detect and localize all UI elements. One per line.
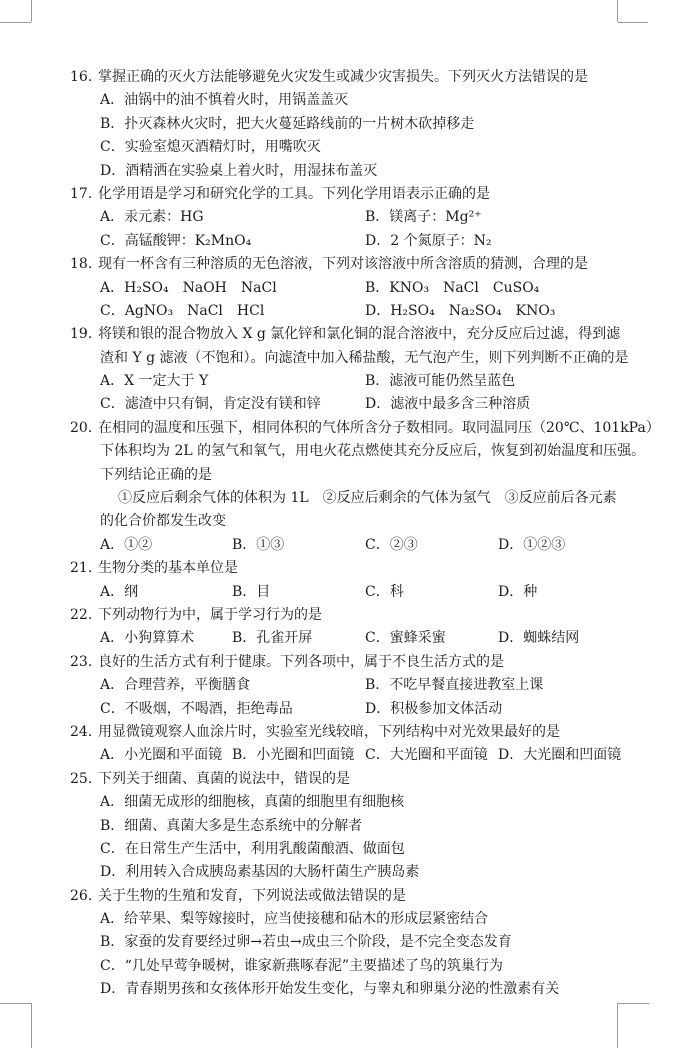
option-a: A．汞元素：HG	[100, 209, 204, 226]
option-a: A．纲	[100, 583, 139, 600]
question-stem-continued	[70, 464, 660, 487]
option-a: A．油锅中的油不慎着火时，用锅盖盖灭	[100, 92, 349, 109]
option-c: C．高锰酸钾：K₂MnO₄	[100, 232, 252, 249]
question-number: 26.	[70, 887, 93, 904]
question-number: 25.	[70, 770, 93, 787]
option-line	[70, 955, 660, 978]
question-text: 掌握正确的灭火方法能够避免火灾发生或减少灾害损失。下列灭火方法错误的是	[98, 69, 588, 85]
option-d: D．滤液中最多含三种溶质	[365, 396, 531, 413]
option-c: C．②③	[365, 536, 418, 553]
option-line	[70, 627, 660, 650]
option-d: D．积极参加文体活动	[365, 700, 503, 717]
question-stem	[70, 66, 660, 89]
statement-text: ①反应后剩余气体的体积为 1L ②反应后剩余的气体为氢气 ③反应前后各元素	[118, 490, 617, 507]
question-stem	[70, 417, 660, 440]
option-d: D．种	[498, 583, 538, 600]
option-d: D．2 个氮原子：N₂	[365, 232, 492, 249]
option-a: A．①②	[100, 536, 153, 553]
option-c: C．“几处早莺争暖树，谁家新燕啄春泥”主要描述了鸟的筑巢行为	[100, 957, 504, 974]
question-number: 23.	[70, 653, 93, 670]
option-c: C．科	[365, 583, 404, 600]
option-a: A．H₂SO₄ NaOH NaCl	[100, 279, 277, 296]
crop-mark-bottom-right	[617, 1003, 649, 1004]
option-c: C．蜜蜂采蜜	[365, 630, 446, 647]
option-line	[70, 300, 660, 323]
option-b: B．滤液可能仍然呈蓝色	[365, 373, 516, 390]
option-a: A．合理营养，平衡膳食	[100, 677, 251, 694]
question-stem	[70, 768, 660, 791]
option-a: A．细菌无成形的细胞核，真菌的细胞里有细胞核	[100, 794, 405, 811]
crop-mark-bottom-left	[0, 1003, 31, 1004]
question-text: 现有一杯含有三种溶质的无色溶液，下列对该溶液中所含溶质的猜测，合理的是	[98, 256, 588, 273]
statement-line	[70, 487, 660, 510]
crop-mark-top-left	[0, 22, 31, 23]
question-stem	[70, 323, 660, 346]
option-b: B．小光圈和凹面镜	[232, 747, 355, 764]
question-stem	[70, 651, 660, 674]
option-d: D．青春期男孩和女孩体形开始发生变化，与睾丸和卵巢分泌的性激素有关	[100, 981, 560, 998]
option-d: D．①②③	[498, 536, 566, 553]
question-text: 下列动物行为中，属于学习行为的是	[98, 606, 322, 623]
question-stem-continued	[70, 347, 660, 370]
question-list	[70, 66, 660, 1002]
option-b: B．细菌、真菌大多是生态系统中的分解者	[100, 817, 363, 834]
option-b: B．不吃早餐直接进教室上课	[365, 677, 544, 694]
question-text: 下体积均为 2L 的氢气和氧气，用电火花点燃使其充分反应后，恢复到初始温度和压强。	[100, 443, 646, 460]
option-line	[70, 277, 660, 300]
option-c: C．滤渣中只有铜，肯定没有镁和锌	[100, 396, 321, 413]
question-text: 关于生物的生殖和发育，下列说法或做法错误的是	[98, 887, 406, 904]
question-number: 22.	[70, 606, 93, 623]
option-b: B．扑灭森林火灾时，把大火蔓延路线前的一片树木砍掉移走	[100, 115, 475, 132]
crop-mark-bottom-right	[617, 1003, 618, 1048]
question-number: 16.	[70, 69, 93, 85]
option-d: D．利用转入合成胰岛素基因的大肠杆菌生产胰岛素	[100, 864, 420, 881]
question-stem	[70, 604, 660, 627]
option-d: D．蜘蛛结网	[498, 630, 580, 647]
option-c: C．大光圈和平面镜	[365, 747, 488, 764]
option-line	[70, 838, 660, 861]
option-line	[70, 978, 660, 1001]
option-d: D．酒精洒在实验桌上着火时，用湿抹布盖灭	[100, 162, 378, 179]
option-b: B．KNO₃ NaCl CuSO₄	[365, 279, 540, 296]
question-text: 渣和 Y g 滤液（不饱和）。向滤渣中加入稀盐酸，无气泡产生，则下列判断不正确的是	[100, 349, 629, 366]
option-a: A．小光圈和平面镜	[100, 747, 223, 764]
question-number: 19.	[70, 326, 93, 343]
question-number: 24.	[70, 723, 93, 740]
option-b: B．①③	[232, 536, 285, 553]
question-text: 生物分类的基本单位是	[98, 560, 238, 577]
option-b: B．目	[232, 583, 271, 600]
question-text: 在相同的温度和压强下，相同体积的气体所含分子数相同。取同温同压（20℃、101kPa）	[98, 419, 660, 436]
option-line	[70, 744, 660, 767]
option-line	[70, 370, 660, 393]
option-a: A．X 一定大于 Y	[100, 373, 209, 390]
statement-line	[70, 510, 660, 533]
crop-mark-top-right	[617, 0, 618, 22]
option-line	[70, 581, 660, 604]
question-number: 21.	[70, 560, 93, 577]
question-stem	[70, 885, 660, 908]
option-line	[70, 815, 660, 838]
option-d: D．H₂SO₄ Na₂SO₄ KNO₃	[365, 302, 556, 319]
option-b: B．孔雀开屏	[232, 630, 313, 647]
question-stem	[70, 721, 660, 744]
option-c: C．AgNO₃ NaCl HCl	[100, 302, 265, 319]
option-line	[70, 89, 660, 112]
option-b: B．家蚕的发育要经过卵→若虫→成虫三个阶段，是不完全变态发育	[100, 934, 512, 951]
question-text: 下列关于细菌、真菌的说法中，错误的是	[98, 770, 350, 787]
question-stem	[70, 183, 660, 206]
question-text: 用显微镜观察人血涂片时，实验室光线较暗，下列结构中对光效果最好的是	[98, 723, 560, 740]
option-line	[70, 113, 660, 136]
option-line	[70, 230, 660, 253]
option-line	[70, 534, 660, 557]
option-c: C．不吸烟，不喝酒，拒绝毒品	[100, 700, 293, 717]
statement-text: 的化合价都发生改变	[100, 513, 226, 530]
option-line	[70, 791, 660, 814]
question-stem	[70, 253, 660, 276]
option-line	[70, 908, 660, 931]
option-line	[70, 393, 660, 416]
question-number: 18.	[70, 256, 93, 273]
option-line	[70, 931, 660, 954]
question-number: 20.	[70, 419, 93, 436]
question-text: 将镁和银的混合物放入 X g 氯化锌和氯化铜的混合溶液中，充分反应后过滤，得到滤	[98, 326, 621, 343]
option-c: C．实验室熄灭酒精灯时，用嘴吹灭	[100, 139, 321, 156]
option-line	[70, 160, 660, 183]
option-line	[70, 698, 660, 721]
option-line	[70, 206, 660, 229]
question-text: 下列结论正确的是	[100, 466, 212, 483]
question-text: 良好的生活方式有利于健康。下列各项中，属于不良生活方式的是	[98, 653, 504, 670]
option-line	[70, 674, 660, 697]
option-c: C．在日常生产生活中，利用乳酸菌酿酒、做面包	[100, 840, 405, 857]
option-d: D．大光圈和凹面镜	[498, 747, 622, 764]
option-line	[70, 136, 660, 159]
question-number: 17.	[70, 185, 93, 202]
question-stem-continued	[70, 440, 660, 463]
option-a: A．给苹果、梨等嫁接时，应当使接穗和砧木的形成层紧密结合	[100, 911, 489, 928]
crop-mark-top-right	[618, 22, 648, 23]
question-stem	[70, 557, 660, 580]
option-b: B．镁离子：Mg²⁺	[365, 209, 482, 226]
crop-mark-bottom-left	[31, 1003, 32, 1048]
option-line	[70, 861, 660, 884]
crop-mark-top-left	[31, 0, 32, 22]
option-a: A．小狗算算术	[100, 630, 195, 647]
question-text: 化学用语是学习和研究化学的工具。下列化学用语表示正确的是	[98, 185, 490, 202]
